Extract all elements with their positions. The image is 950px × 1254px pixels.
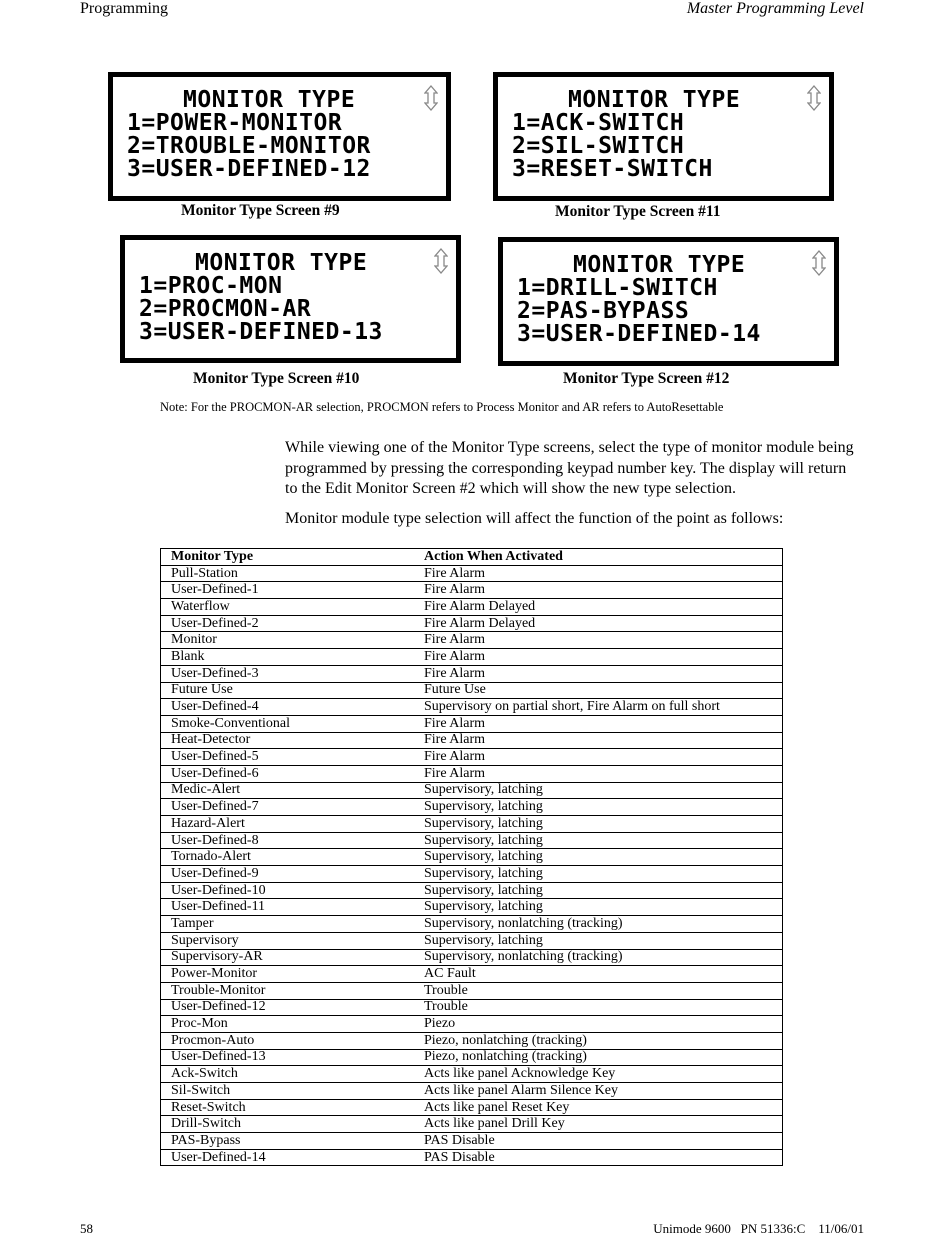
monitor-type-cell: Monitor xyxy=(161,632,415,649)
monitor-type-cell: Proc-Mon xyxy=(161,1016,415,1033)
selection-paragraph: Monitor module type selection will affect the function of the point as follows: xyxy=(285,510,784,527)
monitor-type-cell: User-Defined-6 xyxy=(161,765,415,782)
action-cell: Supervisory, latching xyxy=(414,799,783,816)
lcd-screen-11 xyxy=(493,72,834,201)
action-cell: Piezo, nonlatching (tracking) xyxy=(414,1032,783,1049)
table-row xyxy=(161,832,783,849)
table-row xyxy=(161,849,783,866)
screen-option-1: 1=DRILL-SWITCH xyxy=(517,275,718,301)
table-row xyxy=(161,1149,783,1166)
monitor-type-cell: Reset-Switch xyxy=(161,1099,415,1116)
monitor-type-cell: User-Defined-10 xyxy=(161,882,415,899)
monitor-type-cell: Tamper xyxy=(161,916,415,933)
monitor-type-cell: Supervisory xyxy=(161,932,415,949)
table-row xyxy=(161,1066,783,1083)
screen-option-1: 1=PROC-MON xyxy=(139,273,283,299)
monitor-type-cell: Power-Monitor xyxy=(161,966,415,983)
table-row xyxy=(161,1016,783,1033)
screen-12-caption: Monitor Type Screen #12 xyxy=(563,370,730,387)
action-cell: Trouble xyxy=(414,999,783,1016)
monitor-type-cell: User-Defined-12 xyxy=(161,999,415,1016)
action-cell: Supervisory, latching xyxy=(414,816,783,833)
procmon-note: Note: For the PROCMON-AR selection, PROCMON refers to Process Monitor and AR refers to AutoResettable xyxy=(160,400,724,414)
screen-title: MONITOR TYPE xyxy=(195,250,368,276)
instruction-paragraph: While viewing one of the Monitor Type screens, select the type of monitor module being programmed by pressing the corresponding keypad number key. The display will return to the Edit Monitor Screen #2 which will show the new type selection. xyxy=(285,439,854,497)
monitor-type-table xyxy=(160,548,783,1166)
table-row xyxy=(161,649,783,666)
screen-option-3: 3=USER-DEFINED-12 xyxy=(127,156,371,182)
document-id: Unimode 9600 PN 51336:C 11/06/01 xyxy=(653,1221,864,1236)
monitor-type-cell: Waterflow xyxy=(161,599,415,616)
page-number: 58 xyxy=(80,1221,93,1236)
table-row xyxy=(161,1049,783,1066)
action-cell: PAS Disable xyxy=(414,1133,783,1150)
table-row xyxy=(161,682,783,699)
table-row xyxy=(161,916,783,933)
monitor-type-cell: User-Defined-9 xyxy=(161,866,415,883)
monitor-type-cell: User-Defined-7 xyxy=(161,799,415,816)
action-cell: Fire Alarm xyxy=(414,665,783,682)
screen-title: MONITOR TYPE xyxy=(183,87,356,113)
action-cell: Fire Alarm Delayed xyxy=(414,615,783,632)
screen-option-3: 3=USER-DEFINED-14 xyxy=(517,321,761,347)
table-row xyxy=(161,932,783,949)
action-cell: Fire Alarm xyxy=(414,732,783,749)
action-cell: PAS Disable xyxy=(414,1149,783,1166)
table-header-row xyxy=(161,549,783,566)
table-row xyxy=(161,582,783,599)
action-cell: Supervisory on partial short, Fire Alarm on full short xyxy=(414,699,783,716)
monitor-type-cell: PAS-Bypass xyxy=(161,1133,415,1150)
monitor-type-cell: User-Defined-13 xyxy=(161,1049,415,1066)
action-cell: Fire Alarm xyxy=(414,565,783,582)
table-row xyxy=(161,715,783,732)
table-row xyxy=(161,1116,783,1133)
header-section-title: Programming xyxy=(80,0,168,17)
screen-option-3: 3=RESET-SWITCH xyxy=(512,156,713,182)
screen-10-caption: Monitor Type Screen #10 xyxy=(193,370,360,387)
scroll-arrows-icon xyxy=(434,248,448,274)
monitor-type-cell: Hazard-Alert xyxy=(161,816,415,833)
scroll-arrows-icon xyxy=(807,85,821,111)
header-action: Action When Activated xyxy=(414,549,783,566)
table-row xyxy=(161,782,783,799)
screen-title: MONITOR TYPE xyxy=(573,252,746,278)
table-row xyxy=(161,899,783,916)
table-row xyxy=(161,866,783,883)
monitor-type-cell: Medic-Alert xyxy=(161,782,415,799)
action-cell: Future Use xyxy=(414,682,783,699)
screen-option-2: 2=TROUBLE-MONITOR xyxy=(127,133,371,159)
table-row xyxy=(161,749,783,766)
screen-option-2: 2=PROCMON-AR xyxy=(139,296,312,322)
table-row xyxy=(161,816,783,833)
monitor-type-cell: Heat-Detector xyxy=(161,732,415,749)
action-cell: Acts like panel Alarm Silence Key xyxy=(414,1083,783,1100)
table-row xyxy=(161,966,783,983)
action-cell: Supervisory, latching xyxy=(414,866,783,883)
monitor-type-cell: Ack-Switch xyxy=(161,1066,415,1083)
action-cell: Fire Alarm xyxy=(414,715,783,732)
screen-option-1: 1=POWER-MONITOR xyxy=(127,110,343,136)
action-cell: Supervisory, latching xyxy=(414,932,783,949)
action-cell: Fire Alarm xyxy=(414,765,783,782)
monitor-type-cell: Supervisory-AR xyxy=(161,949,415,966)
table-row xyxy=(161,599,783,616)
monitor-type-cell: Future Use xyxy=(161,682,415,699)
monitor-type-cell: Pull-Station xyxy=(161,565,415,582)
monitor-type-cell: User-Defined-2 xyxy=(161,615,415,632)
table-row xyxy=(161,732,783,749)
table-row xyxy=(161,949,783,966)
action-cell: Acts like panel Drill Key xyxy=(414,1116,783,1133)
monitor-type-table-body xyxy=(161,565,783,1166)
action-cell: Fire Alarm xyxy=(414,749,783,766)
monitor-type-cell: User-Defined-11 xyxy=(161,899,415,916)
monitor-type-cell: Smoke-Conventional xyxy=(161,715,415,732)
monitor-type-cell: Tornado-Alert xyxy=(161,849,415,866)
action-cell: Supervisory, latching xyxy=(414,882,783,899)
table-row xyxy=(161,1133,783,1150)
action-cell: Supervisory, latching xyxy=(414,782,783,799)
monitor-type-cell: User-Defined-14 xyxy=(161,1149,415,1166)
action-cell: AC Fault xyxy=(414,966,783,983)
action-cell: Supervisory, latching xyxy=(414,832,783,849)
screen-option-2: 2=SIL-SWITCH xyxy=(512,133,685,159)
table-row xyxy=(161,982,783,999)
action-cell: Fire Alarm Delayed xyxy=(414,599,783,616)
monitor-type-cell: User-Defined-3 xyxy=(161,665,415,682)
action-cell: Supervisory, nonlatching (tracking) xyxy=(414,916,783,933)
table-row xyxy=(161,882,783,899)
header-monitor-type: Monitor Type xyxy=(161,549,415,566)
screen-option-2: 2=PAS-BYPASS xyxy=(517,298,690,324)
action-cell: Supervisory, nonlatching (tracking) xyxy=(414,949,783,966)
action-cell: Fire Alarm xyxy=(414,582,783,599)
table-row xyxy=(161,632,783,649)
monitor-type-cell: User-Defined-8 xyxy=(161,832,415,849)
table-row xyxy=(161,799,783,816)
table-row xyxy=(161,565,783,582)
screen-option-3: 3=USER-DEFINED-13 xyxy=(139,319,383,345)
monitor-type-cell: User-Defined-5 xyxy=(161,749,415,766)
monitor-type-cell: Blank xyxy=(161,649,415,666)
header-level-title: Master Programming Level xyxy=(686,0,864,17)
table-row xyxy=(161,999,783,1016)
scroll-arrows-icon xyxy=(424,85,438,111)
monitor-type-cell: User-Defined-1 xyxy=(161,582,415,599)
monitor-type-cell: Trouble-Monitor xyxy=(161,982,415,999)
monitor-type-cell: Procmon-Auto xyxy=(161,1032,415,1049)
screen-9-caption: Monitor Type Screen #9 xyxy=(181,202,340,219)
action-cell: Acts like panel Reset Key xyxy=(414,1099,783,1116)
table-row xyxy=(161,1032,783,1049)
action-cell: Acts like panel Acknowledge Key xyxy=(414,1066,783,1083)
lcd-screen-12 xyxy=(498,237,839,366)
action-cell: Piezo, nonlatching (tracking) xyxy=(414,1049,783,1066)
lcd-screen-9 xyxy=(108,72,451,201)
action-cell: Supervisory, latching xyxy=(414,849,783,866)
screen-11-caption: Monitor Type Screen #11 xyxy=(555,203,721,220)
lcd-screen-10 xyxy=(120,235,461,363)
scroll-arrows-icon xyxy=(812,250,826,276)
action-cell: Supervisory, latching xyxy=(414,899,783,916)
table-row xyxy=(161,699,783,716)
table-row xyxy=(161,1083,783,1100)
monitor-type-cell: Sil-Switch xyxy=(161,1083,415,1100)
action-cell: Piezo xyxy=(414,1016,783,1033)
screen-title: MONITOR TYPE xyxy=(568,87,741,113)
action-cell: Trouble xyxy=(414,982,783,999)
action-cell: Fire Alarm xyxy=(414,649,783,666)
monitor-type-cell: Drill-Switch xyxy=(161,1116,415,1133)
table-row xyxy=(161,665,783,682)
screen-option-1: 1=ACK-SWITCH xyxy=(512,110,685,136)
monitor-type-cell: User-Defined-4 xyxy=(161,699,415,716)
table-row xyxy=(161,765,783,782)
table-row xyxy=(161,1099,783,1116)
table-row xyxy=(161,615,783,632)
action-cell: Fire Alarm xyxy=(414,632,783,649)
